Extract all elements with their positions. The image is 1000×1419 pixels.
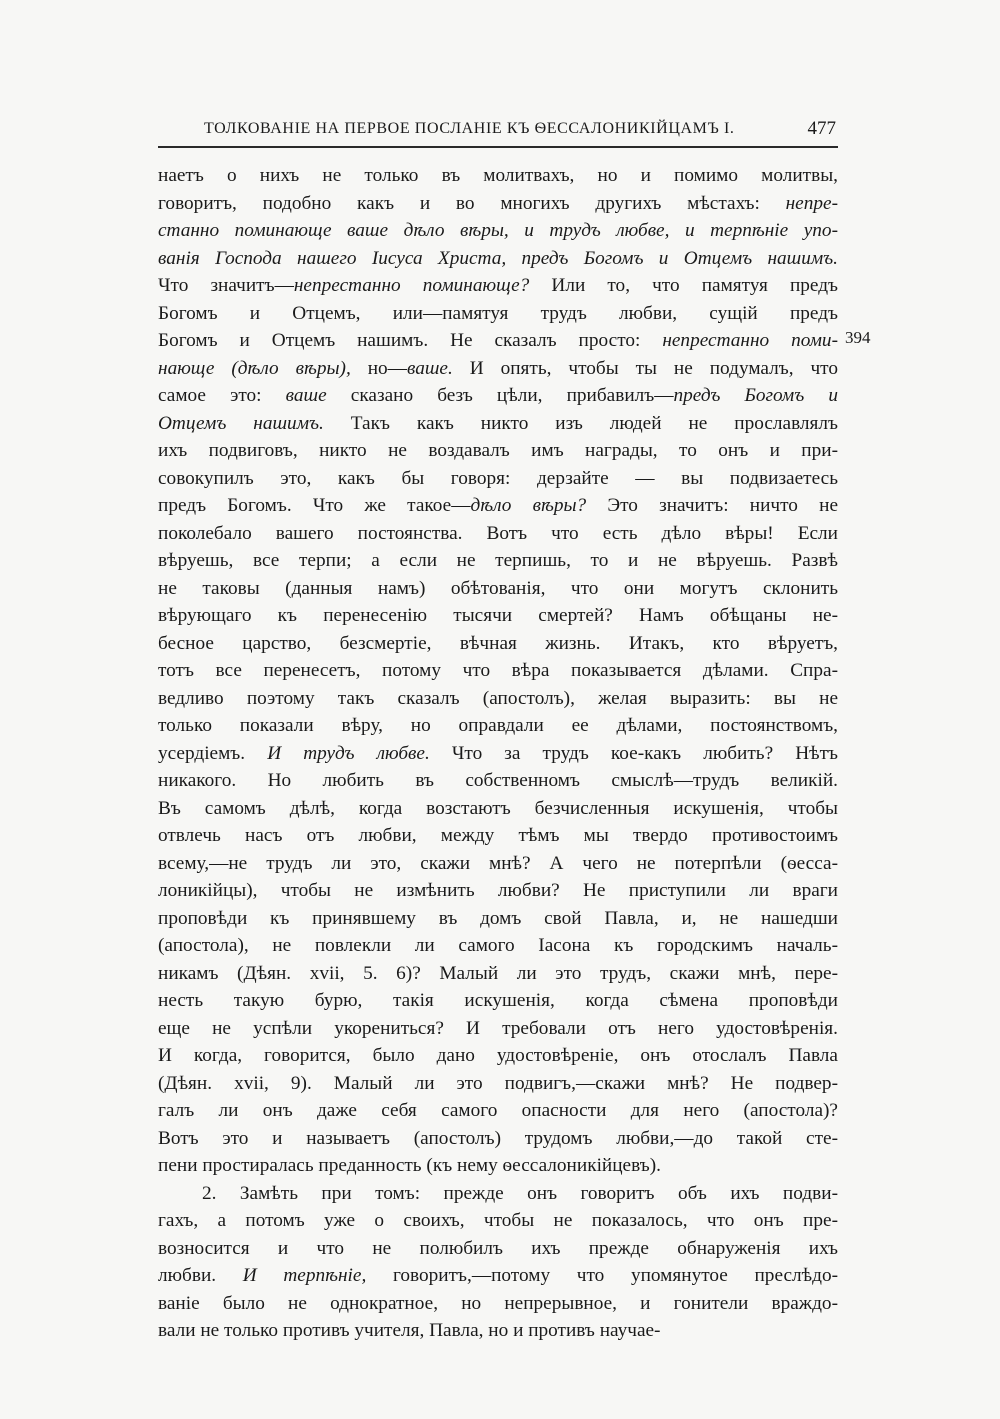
text-line: гахъ, а потомъ уже о своихъ, чтобы не показалось, что онъ пре- (158, 1210, 838, 1231)
header-rule (158, 146, 838, 148)
text-line: предъ Богомъ. Что же такое—дѣло вѣры? Это значитъ: ничто не (158, 495, 839, 516)
text-line: ваніе было не однократное, но непрерывное, и гонители враждо- (158, 1292, 838, 1314)
body-text (158, 162, 838, 1345)
text-line: (апостола), не повлекли ли самого Іасона къ городскимъ началь- (158, 935, 838, 956)
italic-phrase: предъ Богомъ и (673, 385, 838, 406)
text-line: возносится и что не полюбилъ ихъ прежде обнаруженія ихъ (158, 1237, 838, 1259)
text-line: самое это: ваше сказано безъ цѣли, прибавилъ—предъ Богомъ и (158, 385, 838, 406)
text-line: нающе (дѣло вѣры), но—ваше. И опять, чтобы ты не подумалъ, что (158, 357, 838, 379)
text-line: лоникійцы), чтобы не измѣнить любви? Не приступили ли враги (158, 880, 838, 901)
italic-phrase: ваше. (406, 357, 453, 379)
text-line (158, 245, 838, 273)
italic-phrase: непрестанно поми- (662, 330, 838, 351)
text-line: И когда, говорится, было дано удостовѣреніе, онъ отослалъ Павла (158, 1045, 838, 1066)
text-line: пени простиралась преданность (къ нему ѳессалоникійцевъ). (158, 1155, 661, 1176)
italic-phrase: ваше (285, 385, 327, 406)
text-line: еще не успѣли укорениться? И требовали отъ него удостовѣренія. (158, 1017, 838, 1039)
text-line: тотъ все перенесетъ, потому что вѣра показывается дѣлами. Спра- (158, 660, 838, 681)
text-line: несть такую бурю, такія искушенія, когда сѣмена проповѣди (158, 990, 838, 1011)
text-line: усердіемъ. И трудъ любве. Что за трудъ кое-какъ любить? Нѣтъ (158, 742, 838, 764)
italic-phrase: непре- (785, 192, 838, 214)
text-line: ведливо поэтому такъ сказалъ (апостолъ), желая выразить: вы не (158, 687, 838, 709)
text-line: Отцемъ нашимъ. Такъ какъ никто изъ людей не прославлялъ (158, 412, 838, 434)
running-title: ТОЛКОВАНІЕ НА ПЕРВОЕ ПОСЛАНІЕ КЪ ѲЕССАЛОНИКІЙЦАМЪ І. (204, 120, 735, 137)
running-header (158, 116, 838, 146)
text-line: никамъ (Дѣян. xvii, 5. 6)? Малый ли это трудъ, скажи мнѣ, пере- (158, 962, 838, 984)
text-line: вѣрующаго къ перенесенію тысячи смертей? Намъ обѣщаны не- (158, 605, 838, 626)
text-line: любви. И терпѣніе, говоритъ,—потому что упомянутое преслѣдо- (158, 1265, 839, 1286)
text-line: отвлечь насъ отъ любви, между тѣмъ мы твердо противостоимъ (158, 825, 838, 846)
italic-phrase: ванія Господа нашего Іисуса Христа, предъ Богомъ и Отцемъ нашимъ. (158, 247, 838, 269)
text-line: Въ самомъ дѣлѣ, когда возстаютъ безчисленныя искушенія, чтобы (158, 797, 838, 819)
text-line: поколебало вашего постоянства. Вотъ что есть дѣло вѣры! Если (158, 522, 838, 544)
italic-phrase: Отцемъ нашимъ. (158, 412, 324, 434)
text-line: говоритъ, подобно какъ и во многихъ другихъ мѣстахъ: непре- (158, 192, 838, 214)
text-line: совокупилъ это, какъ бы говоря: дерзайте — вы подвизаетесь (158, 467, 838, 489)
text-line: только показали вѣру, но оправдали ее дѣлами, постоянствомъ, (158, 715, 838, 736)
text-line: не таковы (данныя намъ) обѣтованія, что они могутъ склонить (158, 577, 838, 599)
text-line: ихъ подвиговъ, никто не воздавалъ имъ награды, то онъ и при- (158, 440, 838, 461)
text-line: галъ ли онъ даже себя самого опасности для него (апостола)? (158, 1100, 838, 1121)
italic-phrase: дѣло вѣры? (470, 495, 587, 516)
italic-phrase: И трудъ любве. (267, 742, 430, 764)
text-line: 2. Замѣть при томъ: прежде онъ говоритъ объ ихъ подви- (202, 1182, 838, 1204)
italic-phrase: станно поминающе ваше дѣло вѣры, и трудъ любве, и терпѣніе упо- (158, 220, 838, 241)
italic-phrase: И терпѣніе, (242, 1265, 367, 1286)
text-line: всему,—не трудъ ли это, скажи мнѣ? А чего не потерпѣли (ѳесса- (158, 852, 838, 874)
text-line: вали не только противъ учителя, Павла, но и противъ научае- (158, 1320, 661, 1341)
margin-note: 394 (845, 328, 871, 347)
text-line: никакого. Но любить въ собственномъ смыслѣ—трудъ великій. (158, 770, 838, 791)
text-line: бесное царство, безсмертіе, вѣчная жизнь. Итакъ, кто вѣруетъ, (158, 632, 838, 654)
italic-phrase: непрестанно поминающе? (293, 275, 530, 296)
italic-phrase: нающе (дѣло вѣры), (158, 357, 351, 379)
text-line: (Дѣян. xvii, 9). Малый ли это подвигъ,—скажи мнѣ? Не подвер- (158, 1072, 838, 1094)
text-line: наетъ о нихъ не только въ молитвахъ, но и помимо молитвы, (158, 165, 838, 186)
text-line: Богомъ и Отцемъ, или—памятуя трудъ любви, сущій предъ (158, 302, 838, 324)
text-line: Что значитъ—непрестанно поминающе? Или то, что памятуя предъ (158, 275, 838, 296)
text-line: Богомъ и Отцемъ нашимъ. Не сказалъ просто: непрестанно поми- (158, 330, 838, 351)
text-line (158, 217, 838, 245)
text-line: проповѣди къ принявшему въ домъ свой Павла, и, не нашедши (158, 907, 838, 929)
page-number: 477 (807, 118, 836, 139)
text-line: вѣруешь, все терпи; а если не терпишь, то и не вѣруешь. Развѣ (158, 550, 838, 571)
text-line: Вотъ это и называетъ (апостолъ) трудомъ любви,—до такой сте- (158, 1127, 838, 1149)
